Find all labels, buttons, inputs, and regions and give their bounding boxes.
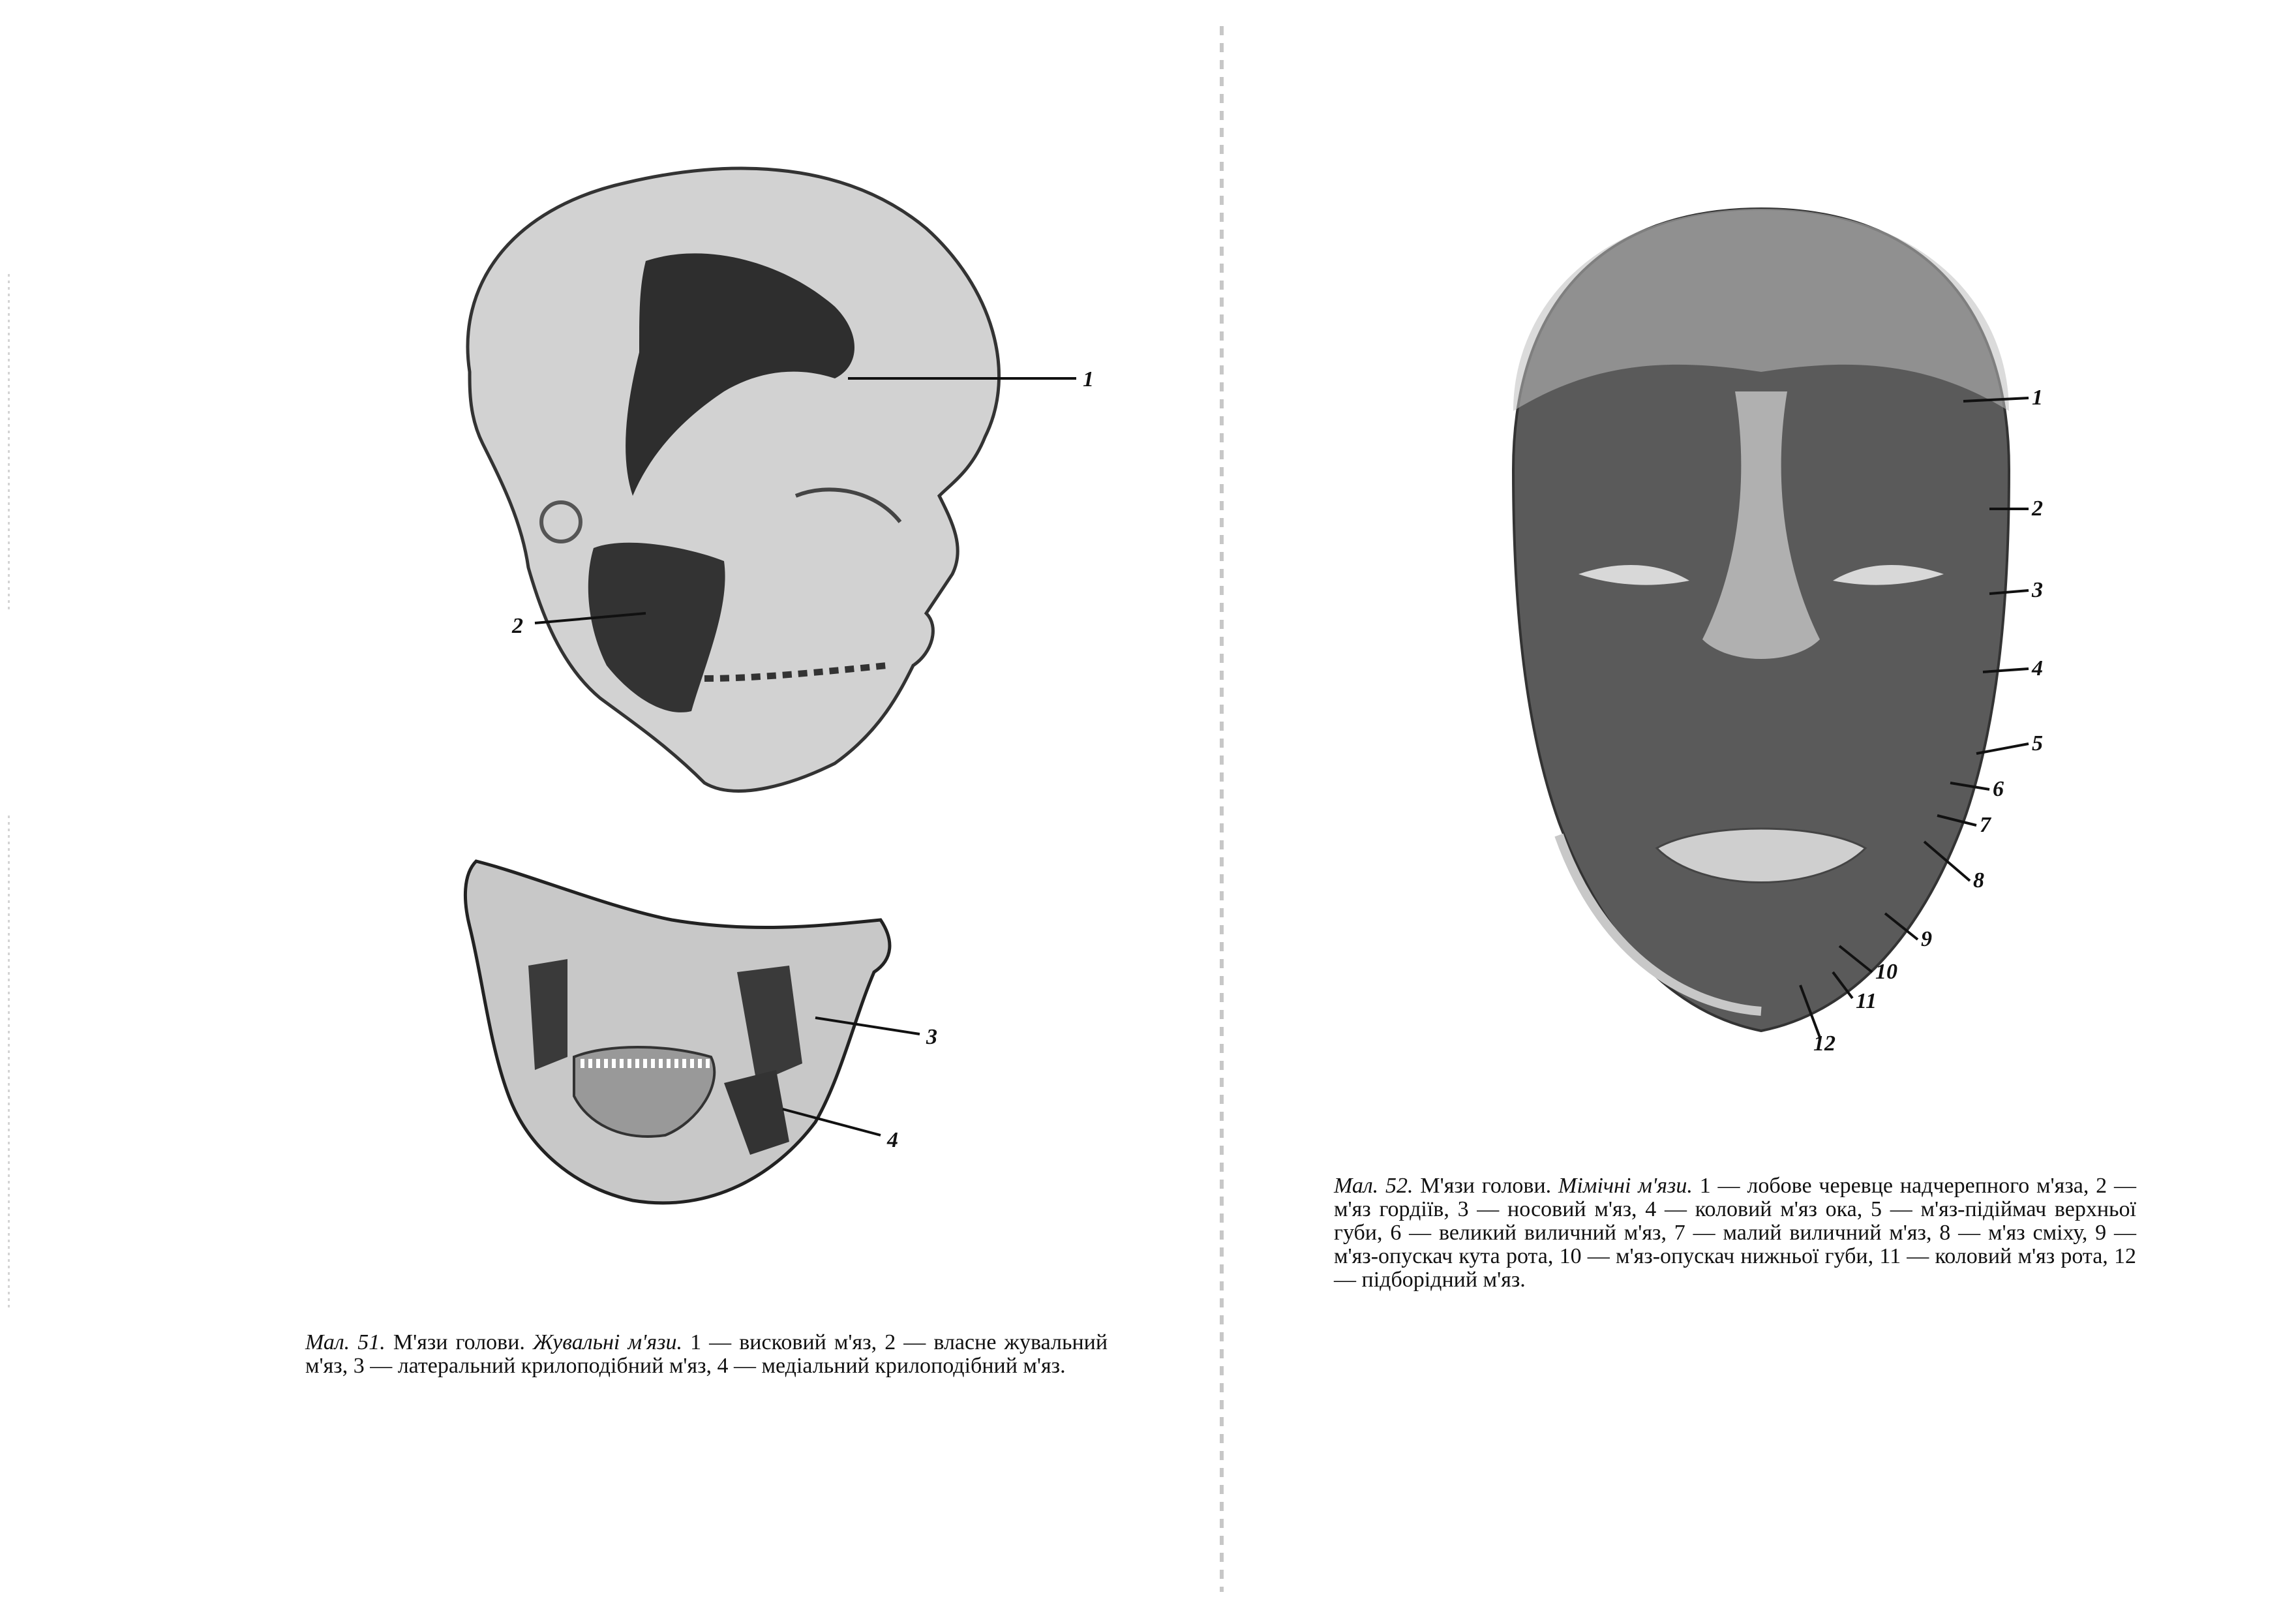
fig51-label-4: 4: [887, 1128, 898, 1152]
fig52-label-5: 5: [2032, 731, 2043, 756]
fig52-title: М'язи голови.: [1420, 1174, 1552, 1198]
fig52-face-illustration: [1468, 196, 2055, 1096]
fig52-label-4: 4: [2032, 656, 2043, 680]
fig51-label-1: 1: [1083, 367, 1094, 391]
fig51-title: М'язи голови.: [393, 1330, 525, 1354]
fig52-label-10: 10: [1875, 960, 1897, 984]
fig52-legend-text: 1 — лобове черевце надчерепного м'яза, 2 — м'яз гордіїв, 3 — носовий м'яз, 4 — коловий м'яз ока, 5 — м'яз-підіймач верхньої губи, 6 — великий виличний м'яз, 7 — малий виличний м'яз, 8 — м'яз сміху, 9 — м'яз-опускач кута рота, 10 — м'яз-опускач нижньої губи, 11 — коловий м'яз рота, 12 — підборідний м'яз.: [1334, 1174, 2137, 1292]
fig51-legend-text: 1 — висковий м'яз, 2 — власне жувальний м'яз, 3 — латеральний крилоподібний м'яз, 4 — медіальний крилоподібний м'яз.: [305, 1330, 1108, 1378]
fig51-skull-base-illustration: [450, 848, 985, 1227]
fig51-skull-illustration: [430, 157, 1148, 874]
fig52-label-3: 3: [2032, 578, 2043, 602]
fig51-label-3: 3: [926, 1025, 937, 1049]
fig51-caption: [305, 1331, 1108, 1378]
scan-edge-mark: [8, 816, 10, 1311]
scan-edge-mark: [8, 274, 10, 613]
fig52-label-7: 7: [1980, 813, 1991, 837]
fig52-label-8: 8: [1973, 868, 1984, 893]
page-gutter: [1220, 26, 1224, 1592]
fig51-number: Мал. 51.: [305, 1330, 385, 1354]
fig52-number: Мал. 52.: [1334, 1174, 1413, 1198]
fig52-label-12: 12: [1813, 1031, 1835, 1056]
fig52-label-11: 11: [1856, 989, 1877, 1013]
fig51-label-2: 2: [512, 614, 523, 638]
fig52-label-6: 6: [1993, 777, 2004, 801]
fig52-label-1: 1: [2032, 386, 2043, 410]
fig52-label-2: 2: [2032, 496, 2043, 521]
fig52-label-9: 9: [1921, 927, 1932, 951]
fig52-subtitle: Мімічні м'язи.: [1558, 1174, 1693, 1198]
fig51-subtitle: Жувальні м'язи.: [533, 1330, 682, 1354]
fig52-caption: [1334, 1174, 2136, 1292]
